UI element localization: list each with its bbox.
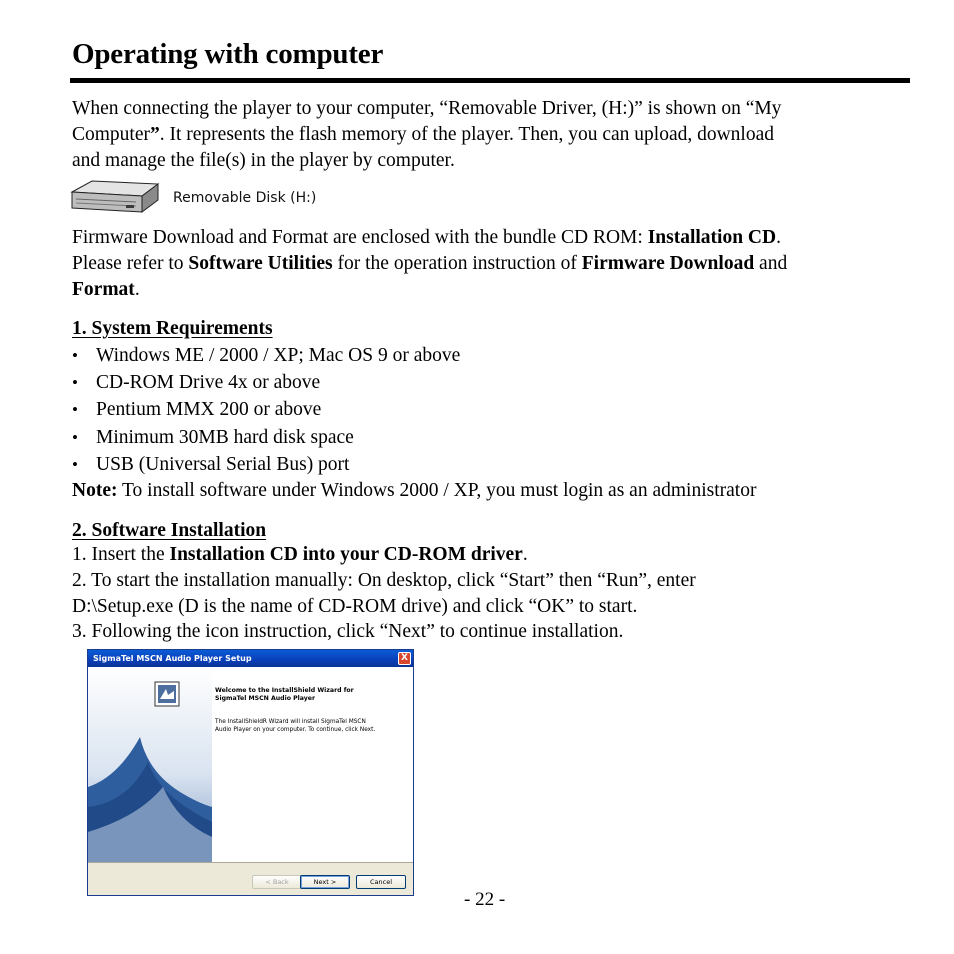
- install-step-3: 3. Following the icon instruction, click “Next” to continue installation.: [72, 621, 624, 642]
- removable-disk-label: Removable Disk (H:): [173, 190, 317, 206]
- cancel-button[interactable]: Cancel: [356, 875, 406, 889]
- page-title: Operating with computer: [72, 38, 384, 70]
- intro-line-3: and manage the file(s) in the player by computer.: [72, 150, 455, 171]
- welcome-heading: [215, 687, 405, 702]
- installation-cd-bold: Installation CD: [647, 227, 777, 248]
- install-step-2-line-2: D:\Setup.exe (D is the name of CD-ROM drive) and click “OK” to start.: [72, 596, 638, 617]
- installer-footer: [88, 862, 413, 896]
- removable-disk-icon: [70, 178, 162, 218]
- software-utilities-bold: Software Utilities: [188, 253, 333, 274]
- list-item: • Pentium MMX 200 or above: [72, 396, 460, 423]
- welcome-line-2: SigmaTel MSCN Audio Player: [215, 694, 316, 702]
- list-item: • CD-ROM Drive 4x or above: [72, 369, 460, 396]
- firmware-text-6: .: [134, 279, 140, 300]
- installer-window: [87, 649, 414, 896]
- firmware-text-4: for the operation instruction of: [332, 253, 582, 274]
- admin-note: [72, 478, 756, 504]
- installer-side-banner: [88, 667, 212, 862]
- installer-content: [212, 667, 414, 862]
- body-line-1: The InstallShieldR Wizard will install SigmaTel MSCN: [215, 719, 366, 725]
- back-button[interactable]: < Back: [252, 875, 302, 889]
- intro-quote: ”: [150, 124, 160, 145]
- note-label: Note:: [72, 480, 118, 501]
- note-text: To install software under Windows 2000 / XP, you must login as an administrator: [117, 480, 757, 501]
- list-item: • USB (Universal Serial Bus) port: [72, 451, 460, 478]
- format-bold: Format: [72, 279, 135, 300]
- step1-end: .: [522, 544, 528, 565]
- firmware-text-1: Firmware Download and Format are enclosed with the bundle CD ROM:: [72, 227, 648, 248]
- intro-line-1: When connecting the player to your computer, “Removable Driver, (H:)” is shown on “My: [72, 98, 782, 119]
- system-requirements-heading: 1. System Requirements: [72, 318, 273, 339]
- installer-icon: [154, 681, 180, 707]
- installer-titlebar[interactable]: [88, 650, 413, 667]
- step1-bold: Installation CD into your CD-ROM driver: [169, 544, 523, 565]
- firmware-text-5: and: [754, 253, 788, 274]
- welcome-body: [215, 719, 410, 734]
- installer-title: SigmaTel MSCN Audio Player Setup: [93, 654, 252, 663]
- removable-disk-entry[interactable]: [70, 178, 370, 222]
- step1-text: 1. Insert the: [72, 544, 170, 565]
- next-button[interactable]: Next >: [300, 875, 350, 889]
- close-icon[interactable]: X: [398, 652, 411, 665]
- firmware-paragraph: [72, 225, 892, 303]
- requirements-list: [72, 342, 460, 478]
- software-installation-heading: 2. Software Installation: [72, 520, 267, 541]
- intro-line-2: . It represents the flash memory of the player. Then, you can upload, download: [159, 124, 775, 145]
- welcome-line-1: Welcome to the InstallShield Wizard for: [215, 687, 354, 694]
- intro-computer: Computer: [72, 124, 150, 145]
- body-line-2: Audio Player on your computer. To continue, click Next.: [215, 726, 376, 733]
- firmware-text-3: Please refer to: [72, 253, 189, 274]
- installshield-banner-graphic: [88, 667, 212, 862]
- firmware-download-bold: Firmware Download: [581, 253, 755, 274]
- install-step-2-line-1: 2. To start the installation manually: On desktop, click “Start” then “Run”, enter: [72, 570, 696, 591]
- install-step-1: [72, 542, 528, 568]
- page-number: - 22 -: [464, 889, 506, 910]
- list-item: • Minimum 30MB hard disk space: [72, 424, 460, 451]
- list-item: • Windows ME / 2000 / XP; Mac OS 9 or above: [72, 342, 460, 369]
- title-rule: [70, 78, 910, 83]
- intro-paragraph: [72, 96, 892, 174]
- firmware-text-2: .: [776, 227, 781, 248]
